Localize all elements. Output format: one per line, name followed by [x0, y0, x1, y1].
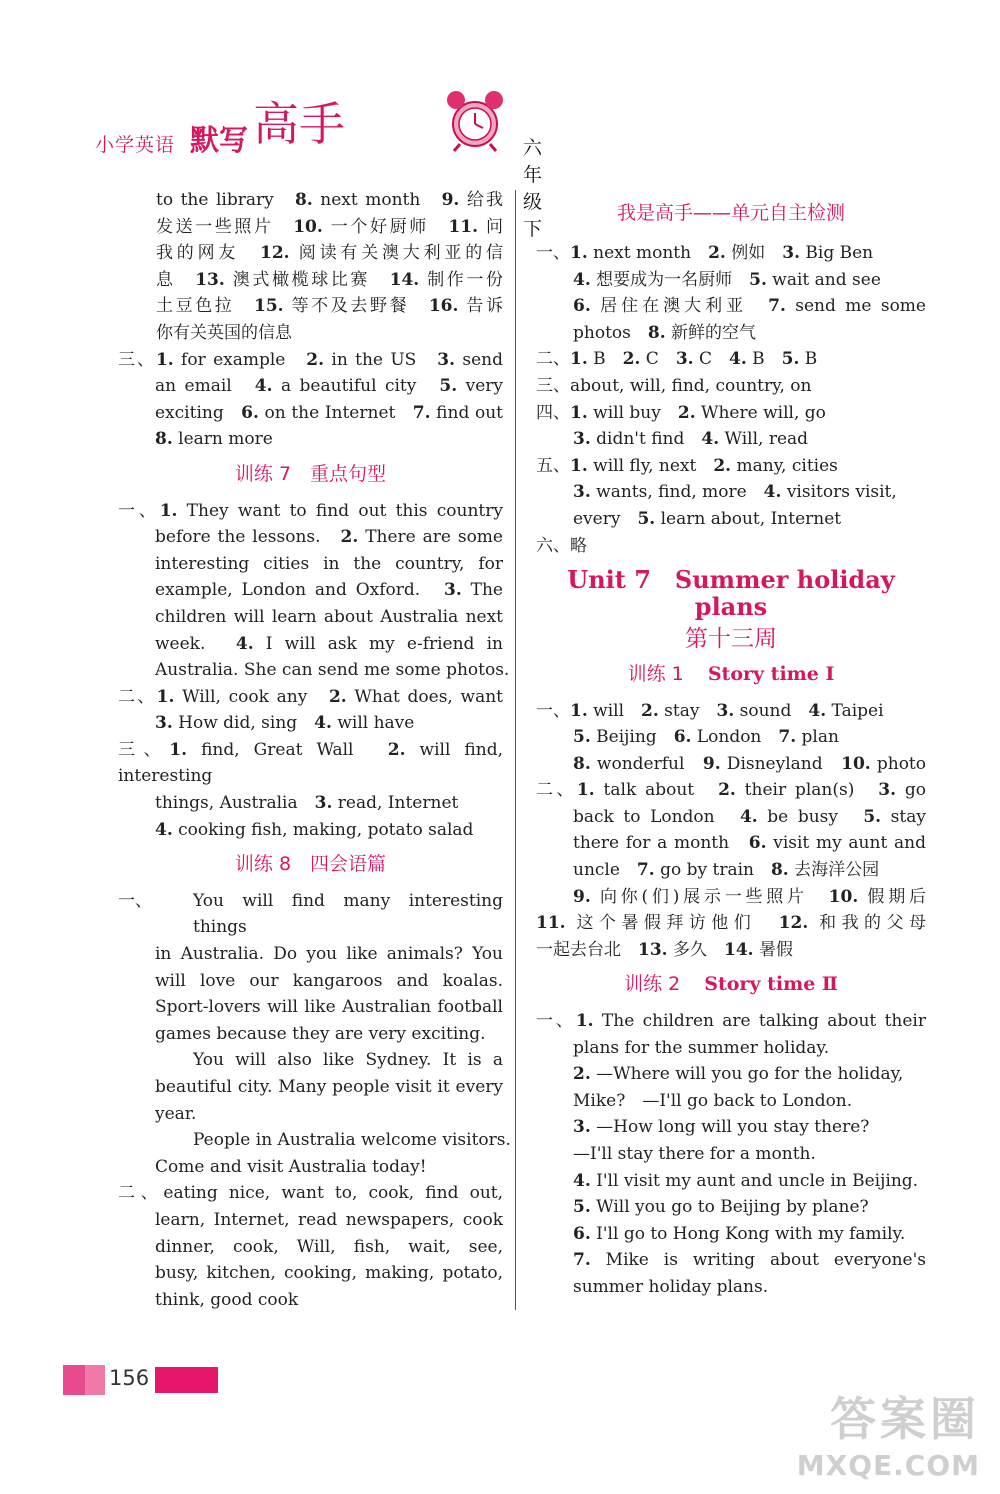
- section-heading-label: 训练 1: [627, 662, 684, 685]
- passage-line: will love our kangaroos and koalas.: [155, 970, 503, 991]
- answer-line: 土豆色拉 15. 等不及去野餐 16. 告诉: [156, 296, 504, 317]
- answer-line: 二、eating nice, want to, cook, find out,: [118, 1183, 503, 1204]
- answer-line: interesting cities in the country, for: [155, 553, 503, 574]
- page-footer: [63, 1365, 223, 1395]
- passage-line: in Australia. Do you like animals? You: [155, 944, 503, 965]
- answer-block-phrases: [118, 347, 503, 453]
- answer-block-story2: [536, 1008, 926, 1301]
- footer-decoration: [85, 1365, 105, 1395]
- answer-line: Australia. She can send me some photos.: [155, 660, 510, 681]
- section-heading: 训练 7 重点句型: [234, 462, 387, 485]
- answer-line: 7. Mike is writing about everyone's: [573, 1250, 926, 1271]
- answer-line: things, Australia 3. read, Internet: [155, 793, 459, 814]
- answer-line: 三、1. for example 2. in the US 3. send: [118, 349, 503, 370]
- answer-block-story1: [536, 698, 926, 964]
- answer-line: 一起去台北 13. 多久 14. 暑假: [536, 939, 793, 960]
- passage-line: Sport-lovers will like Australian football: [155, 997, 503, 1018]
- section-heading: [536, 661, 926, 688]
- answer-line: exciting 6. on the Internet 7. find out: [155, 402, 503, 423]
- passage-line: games because they are very exciting.: [155, 1023, 486, 1044]
- footer-bar: [155, 1367, 218, 1393]
- answer-block-unit-test: [536, 228, 926, 559]
- answer-line: 二、1. talk about 2. their plan(s) 3. go: [536, 780, 926, 801]
- alarm-clock-icon: [440, 88, 510, 153]
- answer-line: 三、about, will, find, country, on: [536, 375, 812, 396]
- week-title: 第十三周: [685, 626, 777, 653]
- answer-block-words2: [118, 1180, 503, 1313]
- page-number: 156: [109, 1366, 150, 1390]
- answer-line: every 5. learn about, Internet: [573, 508, 842, 529]
- answer-line: there for a month 6. visit my aunt and: [573, 833, 926, 854]
- answer-line: 六、略: [536, 535, 587, 556]
- section-heading-label: 训练 2: [624, 973, 681, 996]
- answer-line: 5. Beijing 6. London 7. plan: [573, 727, 839, 748]
- answer-line: uncle 7. go by train 8. 去海洋公园: [573, 860, 880, 881]
- answer-line: 4. 想要成为一名厨师 5. wait and see: [573, 269, 881, 290]
- answer-line: 你有关英国的信息: [156, 322, 292, 343]
- answer-line: before the lessons. 2. There are some: [155, 527, 503, 548]
- answer-line: 四、1. will buy 2. Where will, go: [536, 402, 826, 423]
- answer-line: 我的网友 12. 阅读有关澳大利亚的信: [156, 243, 504, 264]
- answer-line: 二、1. B 2. C 3. C 4. B 5. B: [536, 349, 818, 370]
- footer-decoration: [63, 1365, 85, 1395]
- answer-line: 5. Will you go to Beijing by plane?: [573, 1197, 869, 1218]
- answer-line: 6. 居住在澳大利亚 7. send me some: [573, 296, 926, 317]
- answer-line: summer holiday plans.: [573, 1276, 769, 1297]
- answer-label: 一、: [118, 890, 152, 911]
- grade-label: 六年级下: [523, 137, 543, 240]
- watermark-url: MXQE.COM: [796, 1449, 980, 1482]
- answer-line: 8. learn more: [155, 429, 273, 450]
- answer-line: 息 13. 澳式橄榄球比赛 14. 制作一份: [156, 269, 504, 290]
- answer-line: photos 8. 新鲜的空气: [573, 322, 757, 343]
- unit-title: Unit 7 Summer holiday plans: [567, 565, 895, 621]
- answer-line: busy, kitchen, cooking, making, potato,: [155, 1263, 503, 1284]
- section-heading-title: Story time Ⅰ: [707, 662, 835, 685]
- brand-small: 小学英语: [95, 134, 176, 156]
- brand-big: 高手: [253, 97, 345, 151]
- passage-line: Come and visit Australia today!: [155, 1156, 427, 1177]
- answer-line: learn, Internet, read newspapers, cook: [155, 1209, 503, 1230]
- answer-line: think, good cook: [155, 1289, 299, 1310]
- answer-line: 五、1. will fly, next 2. many, cities: [536, 455, 838, 476]
- answer-line: 一、1. will 2. stay 3. sound 4. Taipei: [536, 700, 884, 721]
- passage-line: People in Australia welcome visitors.: [193, 1130, 511, 1151]
- answer-line: 6. I'll go to Hong Kong with my family.: [573, 1223, 906, 1244]
- answer-line: 3. didn't find 4. Will, read: [573, 429, 809, 450]
- answer-block-words: [118, 187, 503, 347]
- answer-line: example, London and Oxford. 3. The: [155, 580, 503, 601]
- answer-line: 一、1. next month 2. 例如 3. Big Ben: [536, 243, 874, 263]
- answer-line: to the library 8. next month 9. 给我: [156, 190, 503, 210]
- answer-line: 3. —How long will you stay there?: [573, 1117, 870, 1138]
- answer-line: Mike? —I'll go back to London.: [573, 1090, 853, 1111]
- watermark: [797, 1383, 980, 1482]
- answer-line: 发送一些照片 10. 一个好厨师 11. 问: [156, 216, 504, 237]
- left-column: [118, 187, 511, 1313]
- answer-line: 9. 向你(们)展示一些照片 10. 假期后: [573, 886, 926, 907]
- answer-line: 三、1. find, Great Wall 2. will find, interesting: [118, 739, 503, 787]
- section-heading: [536, 971, 926, 998]
- answer-line: an email 4. a beautiful city 5. very: [155, 376, 503, 397]
- passage-line: beautiful city. Many people visit it every: [155, 1077, 503, 1097]
- answer-line: 3. How did, sing 4. will have: [155, 713, 415, 734]
- answer-line: —I'll stay there for a month.: [573, 1144, 816, 1164]
- answer-line: 8. wonderful 9. Disneyland 10. photo: [573, 753, 926, 774]
- answer-line: children will learn about Australia next: [155, 606, 503, 627]
- column-divider: [515, 190, 516, 1310]
- answer-line: 4. I'll visit my aunt and uncle in Beijing.: [573, 1170, 919, 1191]
- passage-line: You will also like Sydney. It is a: [193, 1050, 503, 1071]
- passage-line: year.: [155, 1103, 197, 1124]
- right-column: [536, 202, 926, 1301]
- answer-line: 一、1. They want to find out this country: [118, 500, 503, 521]
- answer-line: week. 4. I will ask my e-friend in: [155, 633, 503, 654]
- brand-mid: 默写: [190, 123, 249, 157]
- section-heading-title: Story time Ⅱ: [704, 973, 838, 996]
- answer-line: 一、1. The children are talking about their: [536, 1011, 926, 1032]
- answer-block-passage: [118, 888, 511, 1181]
- section-heading: 我是高手——单元自主检测: [616, 202, 845, 224]
- answer-block-sentences: [118, 498, 510, 844]
- answer-line: 4. cooking fish, making, potato salad: [155, 819, 474, 840]
- answer-line: 二、1. Will, cook any 2. What does, want: [118, 686, 504, 707]
- passage-line: You will find many interesting things: [193, 890, 503, 938]
- answer-line: 2. —Where will you go for the holiday,: [573, 1064, 904, 1085]
- watermark-logo: 答案圈: [830, 1392, 980, 1446]
- answer-line: back to London 4. be busy 5. stay: [573, 806, 926, 827]
- answer-line: plans for the summer holiday.: [573, 1037, 830, 1058]
- answer-line: 3. wants, find, more 4. visitors visit,: [573, 482, 897, 503]
- answer-line: dinner, cook, Will, fish, wait, see,: [155, 1236, 503, 1257]
- answer-line: 11. 这个暑假拜访他们 12. 和我的父母: [536, 913, 926, 934]
- section-heading: 训练 8 四会语篇: [234, 853, 387, 876]
